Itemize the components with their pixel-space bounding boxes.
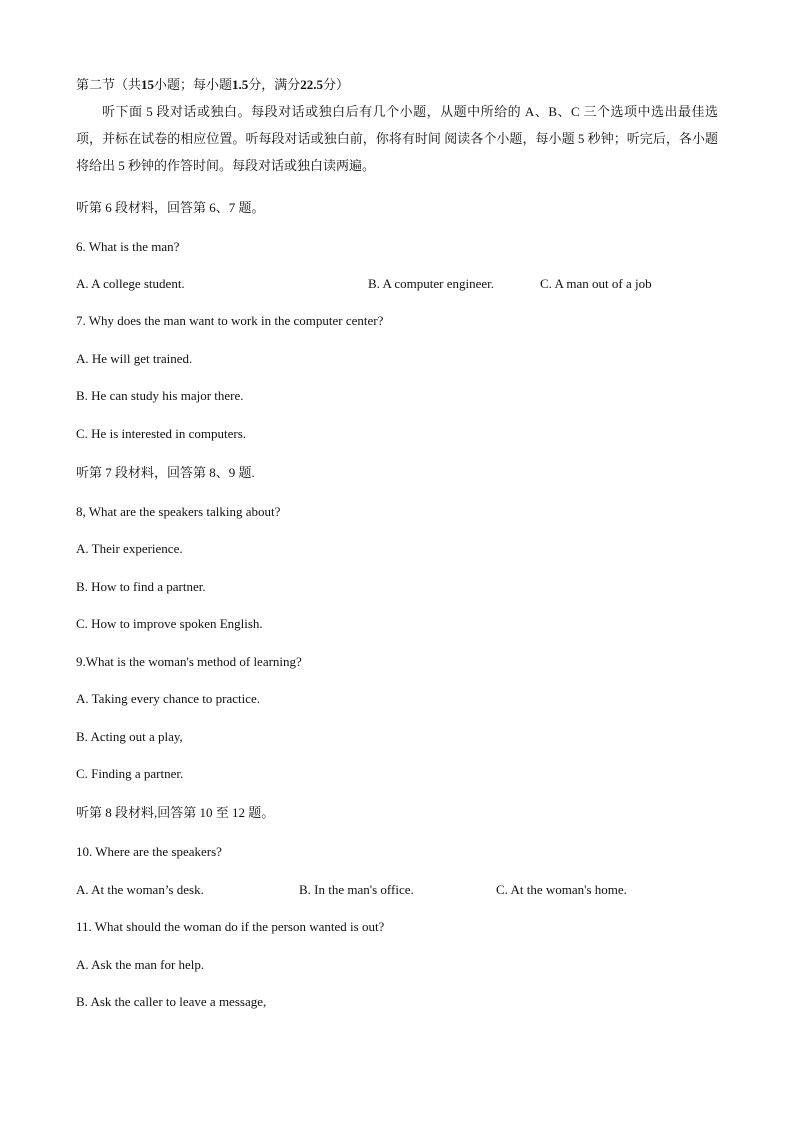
option-b: B. In the man's office. [299, 882, 414, 897]
section-total: 22.5 [300, 77, 324, 92]
option-a: A. A college student. [76, 276, 185, 291]
group-heading: 听第 8 段材料,回答第 10 至 12 题。 [76, 805, 275, 820]
option-c: C. At the woman's home. [496, 882, 627, 897]
section-title-prefix: 第二节（共 [76, 77, 142, 92]
option-a: A. Taking every chance to practice. [76, 691, 261, 706]
question-stem: 7. Why does the man want to work in the computer center? [76, 313, 384, 328]
option-a: A. Ask the man for help. [76, 957, 205, 972]
option-b: B. He can study his major there. [76, 388, 244, 403]
section-mid1: 小题；每小题 [154, 77, 233, 92]
option-b: B. Ask the caller to leave a message, [76, 994, 267, 1009]
option-b: B. A computer engineer. [368, 276, 495, 291]
group-heading: 听第 7 段材料，回答第 8、9 题. [76, 465, 255, 480]
option-a: A. At the woman’s desk. [76, 882, 204, 897]
option-c: C. Finding a partner. [76, 766, 184, 781]
option-c: C. A man out of a job [540, 276, 652, 291]
option-a: A. Their experience. [76, 541, 183, 556]
option-b: B. How to find a partner. [76, 579, 206, 594]
group-heading: 听第 6 段材料，回答第 6、7 题。 [76, 200, 265, 215]
question-stem: 9.What is the woman's method of learning? [76, 654, 302, 669]
option-c: C. He is interested in computers. [76, 426, 247, 441]
option-c: C. How to improve spoken English. [76, 616, 263, 631]
section-header [76, 76, 349, 94]
option-b: B. Acting out a play, [76, 729, 183, 744]
section-suffix: 分） [323, 77, 350, 92]
section-instructions: 听下面 5 段对话或独白。每段对话或独白后有几个小题，从题中所给的 A、B、C 三个选项中选出最佳选项，并标在试卷的相应位置。听每段对话或独白前，你将有时间 阅读各个小题，每小题 5 秒钟；听完后，各小题将给出 5 秒钟的作答时间。每段对话或独白读两遍。 [76, 104, 718, 173]
section-mid2: 分，满分 [248, 77, 301, 92]
option-a: A. He will get trained. [76, 351, 193, 366]
question-stem: 6. What is the man? [76, 239, 180, 254]
section-num-questions: 15 [141, 77, 155, 92]
section-points-each: 1.5 [232, 77, 249, 92]
question-stem: 11. What should the woman do if the person wanted is out? [76, 919, 385, 934]
question-stem: 10. Where are the speakers? [76, 844, 222, 859]
question-stem: 8, What are the speakers talking about? [76, 504, 281, 519]
